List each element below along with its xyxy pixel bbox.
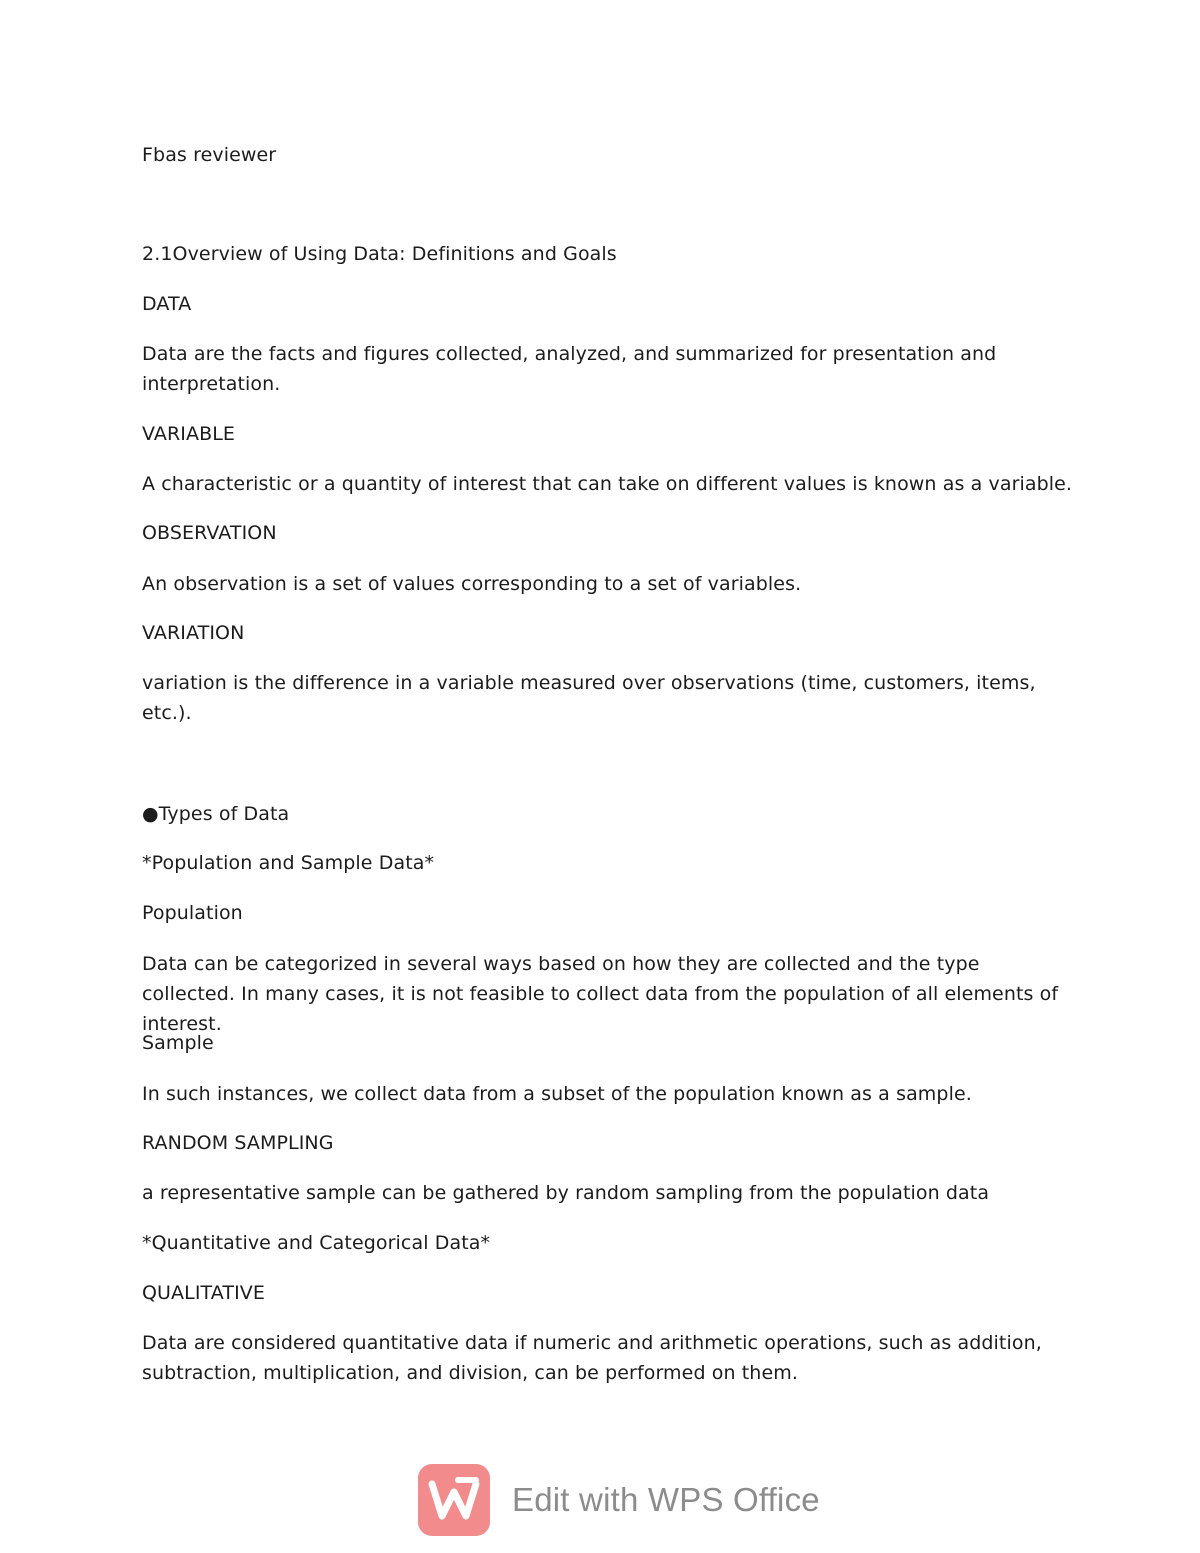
definition-qualitative: Data are considered quantitative data if numeric and arithmetic operations, such as addition, subtraction, multiplication, and division, can be performed on them. bbox=[142, 1332, 1042, 1384]
definition-variation: variation is the difference in a variable measured over observations (time, customers, items, etc.). bbox=[142, 672, 1036, 724]
term-variation: VARIATION bbox=[142, 622, 245, 644]
term-variable: VARIABLE bbox=[142, 423, 236, 445]
wps-logo-icon bbox=[418, 1464, 490, 1536]
document-title: Fbas reviewer bbox=[142, 144, 277, 166]
term-data: DATA bbox=[142, 293, 192, 315]
wps-label: Edit with WPS Office bbox=[512, 1481, 820, 1518]
term-sample: Sample bbox=[142, 1032, 214, 1054]
edit-with-wps-banner[interactable] bbox=[418, 1464, 820, 1536]
definition-sample: In such instances, we collect data from a subset of the population known as a sample. bbox=[142, 1083, 972, 1105]
subheading-population-sample: *Population and Sample Data* bbox=[142, 852, 435, 874]
bullet-types-of-data: ●Types of Data bbox=[142, 803, 290, 825]
term-population: Population bbox=[142, 902, 243, 924]
section-heading: 2.1Overview of Using Data: Definitions and Goals bbox=[142, 243, 617, 265]
term-observation: OBSERVATION bbox=[142, 522, 277, 544]
definition-observation: An observation is a set of values corresponding to a set of variables. bbox=[142, 573, 802, 595]
term-random-sampling: RANDOM SAMPLING bbox=[142, 1132, 334, 1154]
subheading-quantitative-categorical: *Quantitative and Categorical Data* bbox=[142, 1232, 491, 1254]
term-qualitative: QUALITATIVE bbox=[142, 1282, 266, 1304]
definition-population: Data can be categorized in several ways based on how they are collected and the type collected. In many cases, it is not feasible to collect data from the population of all elements of interest. bbox=[142, 953, 1059, 1035]
definition-data: Data are the facts and figures collected, analyzed, and summarized for presentation and interpretation. bbox=[142, 343, 997, 395]
definition-variable: A characteristic or a quantity of interest that can take on different values is known as a variable. bbox=[142, 473, 1073, 495]
definition-random-sampling: a representative sample can be gathered by random sampling from the population data bbox=[142, 1182, 990, 1204]
